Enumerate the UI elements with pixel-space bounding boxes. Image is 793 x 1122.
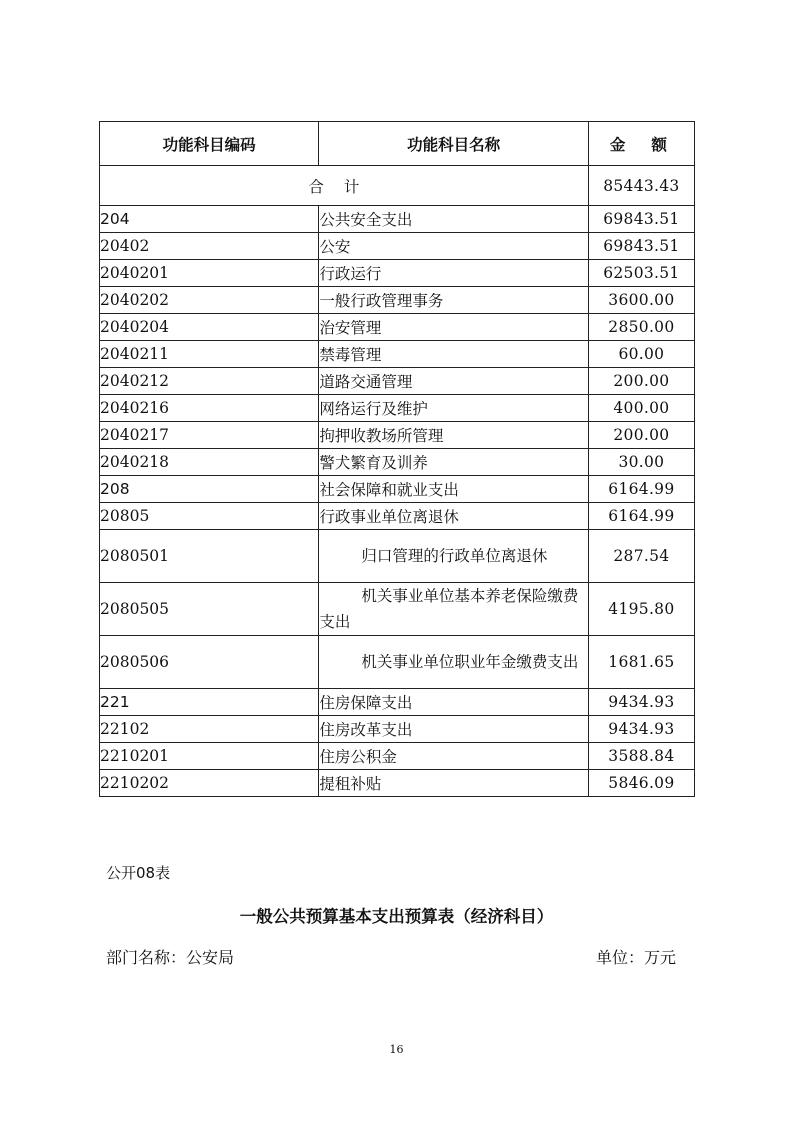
- row-amount: 69843.51: [588, 206, 694, 233]
- row-name: 机关事业单位职业年金缴费支出: [319, 636, 588, 689]
- row-code: 2040202: [100, 287, 319, 314]
- row-name: 行政事业单位离退休: [319, 503, 588, 530]
- row-name: 一般行政管理事务: [319, 287, 588, 314]
- table-row: [100, 530, 695, 583]
- table-row: [100, 716, 695, 743]
- row-name: 住房保障支出: [319, 689, 588, 716]
- row-name: 治安管理: [319, 314, 588, 341]
- total-label: 合计: [100, 166, 589, 206]
- row-code: 221: [100, 689, 319, 716]
- row-amount: 4195.80: [588, 583, 694, 636]
- table-row: [100, 636, 695, 689]
- row-code: 22102: [100, 716, 319, 743]
- row-amount: 287.54: [588, 530, 694, 583]
- table-row: [100, 449, 695, 476]
- row-name: 禁毒管理: [319, 341, 588, 368]
- row-name: 社会保障和就业支出: [319, 476, 588, 503]
- row-code: 2210201: [100, 743, 319, 770]
- row-amount: 5846.09: [588, 770, 694, 797]
- row-name: 提租补贴: [319, 770, 588, 797]
- row-code: 20805: [100, 503, 319, 530]
- row-name: 拘押收教场所管理: [319, 422, 588, 449]
- row-code: 2040218: [100, 449, 319, 476]
- row-amount: 200.00: [588, 422, 694, 449]
- table-number: 公开08表: [106, 864, 171, 882]
- row-code: 2040204: [100, 314, 319, 341]
- table-row: [100, 583, 695, 636]
- row-name: 归口管理的行政单位离退休: [319, 530, 588, 583]
- table-row: [100, 260, 695, 287]
- row-code: 208: [100, 476, 319, 503]
- total-amount: 85443.43: [588, 166, 694, 206]
- row-amount: 60.00: [588, 341, 694, 368]
- table-row: [100, 503, 695, 530]
- row-code: 2210202: [100, 770, 319, 797]
- department-label: 部门名称：公安局: [106, 948, 235, 967]
- row-name: 机关事业单位基本养老保险缴费支出: [319, 583, 588, 636]
- table-row: [100, 743, 695, 770]
- row-code: 2040216: [100, 395, 319, 422]
- table-row: [100, 287, 695, 314]
- row-code: 2080505: [100, 583, 319, 636]
- row-name: 网络运行及维护: [319, 395, 588, 422]
- row-amount: 400.00: [588, 395, 694, 422]
- budget-table: [99, 121, 695, 797]
- row-amount: 3588.84: [588, 743, 694, 770]
- row-amount: 3600.00: [588, 287, 694, 314]
- table-row: [100, 422, 695, 449]
- row-name: 住房公积金: [319, 743, 588, 770]
- header-code: 功能科目编码: [100, 122, 319, 166]
- header-amount: 金额: [588, 122, 694, 166]
- row-amount: 6164.99: [588, 503, 694, 530]
- table-title: 一般公共预算基本支出预算表（经济科目）: [239, 907, 554, 926]
- row-name: 公安: [319, 233, 588, 260]
- table-row: [100, 341, 695, 368]
- row-code: 2040217: [100, 422, 319, 449]
- total-row: [100, 166, 695, 206]
- table-row: [100, 233, 695, 260]
- row-name: 道路交通管理: [319, 368, 588, 395]
- row-name: 公共安全支出: [319, 206, 588, 233]
- row-name: 警犬繁育及训养: [319, 449, 588, 476]
- row-amount: 69843.51: [588, 233, 694, 260]
- row-name: 住房改革支出: [319, 716, 588, 743]
- table-row: [100, 206, 695, 233]
- row-amount: 2850.00: [588, 314, 694, 341]
- row-code: 2080506: [100, 636, 319, 689]
- row-code: 2040211: [100, 341, 319, 368]
- row-amount: 62503.51: [588, 260, 694, 287]
- header-row: [100, 122, 695, 166]
- row-code: 2040201: [100, 260, 319, 287]
- row-code: 204: [100, 206, 319, 233]
- row-name: 行政运行: [319, 260, 588, 287]
- row-amount: 30.00: [588, 449, 694, 476]
- row-amount: 9434.93: [588, 689, 694, 716]
- table-row: [100, 770, 695, 797]
- row-amount: 9434.93: [588, 716, 694, 743]
- row-code: 2040212: [100, 368, 319, 395]
- table-row: [100, 395, 695, 422]
- table-row: [100, 689, 695, 716]
- row-amount: 200.00: [588, 368, 694, 395]
- table-row: [100, 314, 695, 341]
- row-code: 20402: [100, 233, 319, 260]
- unit-label: 单位：万元: [596, 948, 677, 967]
- header-name: 功能科目名称: [319, 122, 588, 166]
- row-amount: 1681.65: [588, 636, 694, 689]
- row-amount: 6164.99: [588, 476, 694, 503]
- table-row: [100, 368, 695, 395]
- row-code: 2080501: [100, 530, 319, 583]
- page-number: 16: [389, 1043, 404, 1056]
- table-row: [100, 476, 695, 503]
